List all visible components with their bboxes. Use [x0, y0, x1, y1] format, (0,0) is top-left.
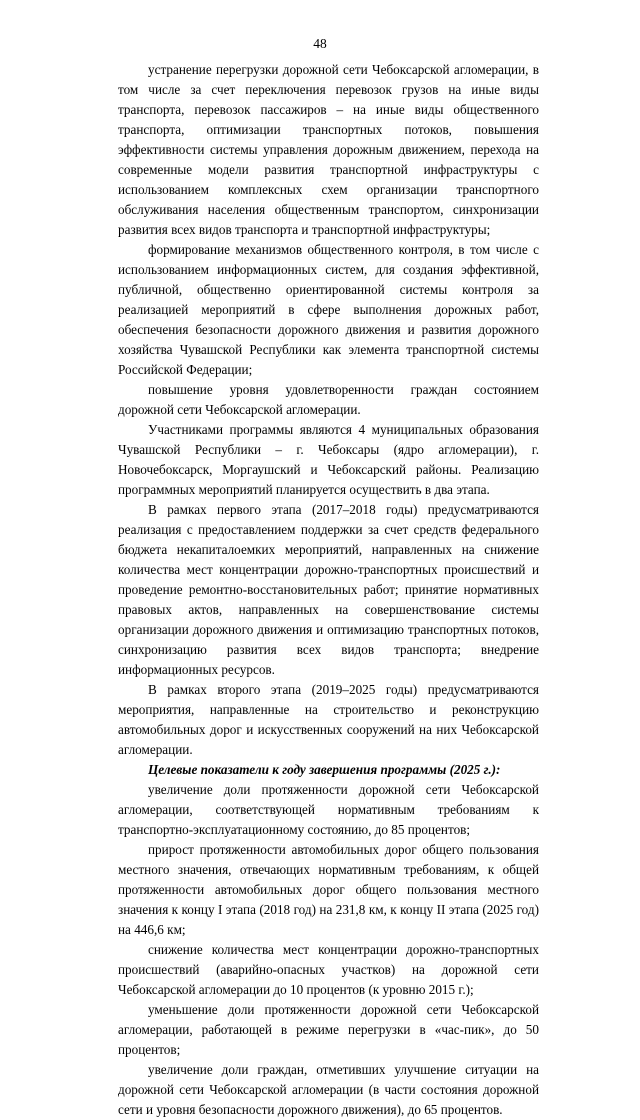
target-item: снижение количества мест концентрации дорожно-транспортных происшествий (аварийно-опасных участков) на дорожной сети Чебоксарской агломерации до 10 процентов (к уровню 2015 г.);: [118, 942, 539, 997]
paragraph-stage-two: В рамках второго этапа (2019–2025 годы) предусматриваются мероприятия, направленные на строительство и реконструкцию автомобильных дорог и искусственных сооружений на них Чебоксарской агломерации.: [118, 682, 539, 757]
paragraph-stage-one: В рамках первого этапа (2017–2018 годы) предусматриваются реализация с предоставлением поддержки за счет средств федерального бюджета некапиталоемких мероприятий, направленных на снижение количества мест концентрации дорожно-транспортных происшествий и проведение ремонтно-восстановительных работ; принятие нормативных правовых актов, направленных на совершенствование системы организации дорожного движения и оптимизацию транспортных потоков, синхронизацию развития всех видов транспорта; внедрение информационных ресурсов.: [118, 502, 539, 677]
paragraph-congestion: устранение перегрузки дорожной сети Чебоксарской агломерации, в том числе за счет переключения перевозок грузов на иные виды транспорта, перевозок пассажиров – на иные виды общественного транспорта, оптимизации транспортных потоков, повышения эффективности системы управления дорожным движением, перехода на современные модели развития транспортной инфраструктуры с использованием комплексных схем организации транспортного обслуживания населения общественным транспортом, синхронизации развития всех видов транспорта и транспортной инфраструктуры;: [118, 62, 539, 237]
target-item: уменьшение доли протяженности дорожной сети Чебоксарской агломерации, работающей в режиме перегрузки в «час-пик», до 50 процентов;: [118, 1002, 539, 1057]
target-item: увеличение доли протяженности дорожной сети Чебоксарской агломерации, соответствующей нормативным требованиям к транспортно-эксплуатационному состоянию, до 85 процентов;: [118, 782, 539, 837]
paragraph-participants: Участниками программы являются 4 муниципальных образования Чувашской Республики – г. Чебоксары (ядро агломерации), г. Новочебоксарск, Моргаушский и Чебоксарский районы. Реализацию программных мероприятий планируется осуществить в два этапа.: [118, 422, 539, 497]
document-body: [118, 60, 539, 1120]
target-item: прирост протяженности автомобильных дорог общего пользования местного значения, отвечающих нормативным требованиям, к общей протяженности автомобильных дорог общего пользования местного значения к концу I этапа (2018 год) на 231,8 км, к концу II этапа (2025 год) на 446,6 км;: [118, 842, 539, 937]
page-number: 48: [313, 36, 327, 51]
paragraph-satisfaction: повышение уровня удовлетворенности граждан состоянием дорожной сети Чебоксарской агломерации.: [118, 382, 539, 417]
paragraph-public-control: формирование механизмов общественного контроля, в том числе с использованием информационных систем, для создания эффективной, публичной, общественно ориентированной системы контроля за реализацией мероприятий в сфере выполнения дорожных работ, обеспечения безопасности дорожного движения и развития дорожного хозяйства Чувашской Республики как элемента транспортной системы Российской Федерации;: [118, 242, 539, 377]
target-item: увеличение доли граждан, отметивших улучшение ситуации на дорожной сети Чебоксарской агломерации (в части состояния дорожной сети и уровня безопасности дорожного движения), до 65 процентов.: [118, 1062, 539, 1117]
section-heading: Целевые показатели к году завершения программы (2025 г.):: [148, 762, 501, 777]
